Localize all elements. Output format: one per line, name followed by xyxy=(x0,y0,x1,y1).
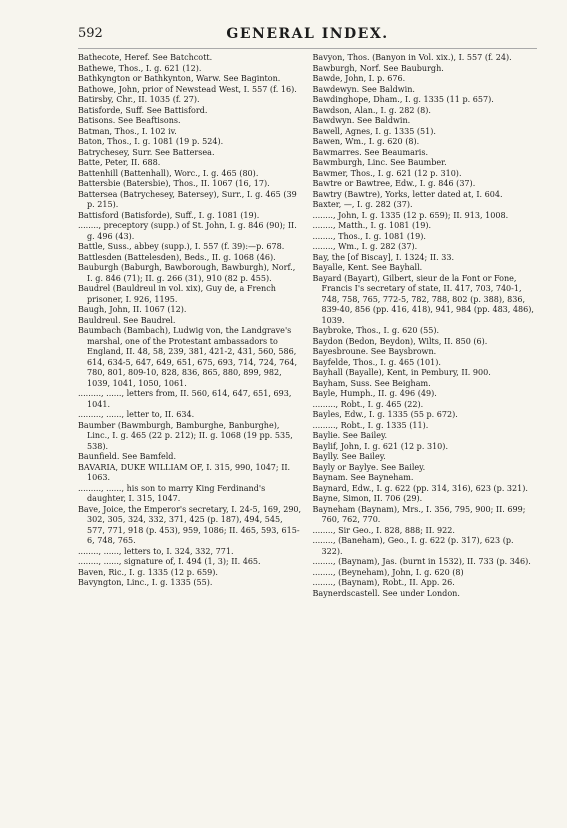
index-entry: Bauldreul. See Baudrel. xyxy=(78,315,176,325)
index-entry: Baugh, John, II. 1067 (12). xyxy=(78,305,187,314)
index-entry: Baylly. See Bailey. xyxy=(312,452,386,461)
index-entry: Bathkyngton or Bathkynton, Warw. See Baginton. xyxy=(78,74,281,83)
index-entry: Battle, Suss., abbey (supp.), I. 557 (f. 39):—p. 678. xyxy=(78,242,285,251)
page-header xyxy=(78,26,537,49)
index-entry: Batirsby, Chr., II. 1035 (f. 27). xyxy=(78,95,200,104)
index-entry: Bayard (Bayart), Gilbert, sieur de la Font or Fone, Francis I's secretary of state, II. 417, 703, 740-1, 748, 758, 765, 772-5, 782, 788, 802 (p. 388), 836, 839-40, 856 (pp. 416, 418), 941, 984 (pp. 483, 486), 1039. xyxy=(312,273,534,325)
index-entry: Bathecote, Heref. See Batchcott. xyxy=(78,53,213,62)
index-entry: Bayesbroune. See Baysbrown. xyxy=(312,347,437,356)
index-entry: Bayham, Suss. See Beigham. xyxy=(312,378,431,388)
index-entry: ........, ......, letters to, I. 324, 332, 771. xyxy=(78,546,234,556)
index-entry: Bay, the [of Biscay], I. 1324; II. 33. xyxy=(312,252,455,262)
index-entry: Batrychesey, Surr. See Battersea. xyxy=(78,147,215,157)
index-entry: ........, John, I. g. 1335 (12 p. 659); II. 913, 1008. xyxy=(312,210,509,220)
index-entry: Bawburgh, Norf. See Bauburgh. xyxy=(312,63,444,73)
index-entry: Baylif, John, I. g. 621 (12 p. 310). xyxy=(312,441,449,451)
index-entry: ........, Sir Geo., I. 828, 888; II. 922. xyxy=(312,525,455,535)
index-entry: Bawdewyn. See Baldwin. xyxy=(312,84,415,94)
index-entry: Batte, Peter, II. 688. xyxy=(78,158,161,167)
index-entry: Baynard, Edw., I. g. 622 (pp. 314, 316), 623 (p. 321). xyxy=(312,483,528,493)
running-title: GENERAL INDEX. xyxy=(226,26,389,42)
index-entry: BAVARIA, DUKE WILLIAM OF, I. 315, 990, 1047; II. 1063. xyxy=(78,462,291,482)
index-entry: Bayneham (Baynam), Mrs., I. 356, 795, 900; II. 699; 760, 762, 770. xyxy=(312,504,526,524)
index-entry: Bavyon, Thos. (Banyon in Vol. xix.), I. 557 (f. 24). xyxy=(312,53,512,62)
index-entry: Batman, Thos., I. 102 iv. xyxy=(78,126,177,136)
index-entry: ........., ......, letter to, II. 634. xyxy=(78,410,195,419)
index-entry: Bayly or Baylye. See Bailey. xyxy=(312,462,426,472)
index-entry: Bavyngton, Linc., I. g. 1335 (55). xyxy=(78,578,213,587)
index-entry: Bawdson, Alan., I. g. 282 (8). xyxy=(312,105,431,115)
index-entry: ........., ......, his son to marry King Ferdinand's daughter, I. 315, 1047. xyxy=(78,483,266,503)
index-entry: ........, preceptory (supp.) of St. John, I. g. 846 (90); II. g. 496 (43). xyxy=(78,221,297,241)
index-entry: Battersea (Batrychesey, Batersey), Surr., I. g. 465 (39 p. 215). xyxy=(78,189,297,209)
page-number: 592 xyxy=(78,26,103,41)
index-entry: Baxter, —, I. g. 282 (37). xyxy=(312,200,413,209)
index-entry: Battlesden (Battelesden), Beds., II. g. 1068 (46). xyxy=(78,252,276,262)
index-entry: ........, (Baynam), Jas. (burnt in 1532), II. 733 (p. 346). xyxy=(312,557,531,566)
index-entry: Bawmarres. See Beaumaris. xyxy=(312,147,429,157)
index-entry: Baydon (Bedon, Beydon), Wilts, II. 850 (6). xyxy=(312,336,488,346)
index-entry: ........, Thos., I. g. 1081 (19). xyxy=(312,231,426,241)
index-column-right xyxy=(313,53,538,599)
index-entry: Baumbach (Bambach), Ludwig von, the Landgrave's marshal, one of the Protestant ambassadors to England, II. 48, 58, 239, 381, 421-2, 431, 560, 586, 614, 634-5, 647, 649, 651, 675, 693, 714, 724, 764, 780, 801, 809-10, 828, 836, 865, 880, 899, 982, 1039, 1041, 1050, 1061. xyxy=(78,326,298,388)
index-column-left xyxy=(78,53,303,599)
index-entry: Bayle, Humph., II. g. 496 (49). xyxy=(312,389,437,398)
index-entry: Baybroke, Thos., I. g. 620 (55). xyxy=(312,326,440,335)
index-entry: Battisford (Batisforde), Suff., I. g. 1081 (19). xyxy=(78,210,260,220)
index-entry: Bathowe, John, prior of Newstead West, I. 557 (f. 16). xyxy=(78,84,297,94)
index-entry: Battersbie (Batersbie), Thos., II. 1067 (16, 17). xyxy=(78,179,270,188)
index-entry: Bayhall (Bayalle), Kent, in Pembury, II. 900. xyxy=(312,368,491,377)
index-entry: ........, ......, signature of, I. 494 (1, 3); II. 465. xyxy=(78,557,261,566)
index-entry: Baynam. See Bayneham. xyxy=(312,473,414,482)
index-entry: Baven, Ric., I. g. 1335 (12 p. 659). xyxy=(78,567,218,577)
index-entry: Bauburgh (Baburgh, Bawborough, Bawburgh), Norf., I. g. 846 (71); II. g. 266 (31), 910 (82 p. 455). xyxy=(78,263,296,283)
index-entry: Batisons. See Beaftisons. xyxy=(78,116,181,125)
index-entry: Bawen, Wm., I. g. 620 (8). xyxy=(312,137,420,146)
index-entry: ........., Robt., I. g. 465 (22). xyxy=(312,399,424,409)
index-entry: Bawell, Agnes, I. g. 1335 (51). xyxy=(312,126,436,136)
index-columns xyxy=(78,53,537,599)
index-entry: ........, (Baynam), Robt., II. App. 26. xyxy=(312,578,455,587)
index-entry: Bawdinghope, Dham., I. g. 1335 (11 p. 657). xyxy=(312,95,494,104)
index-entry: Bayne, Simon, II. 706 (29). xyxy=(312,494,423,503)
index-entry: Bathewe, Thos., I. g. 621 (12). xyxy=(78,63,202,73)
index-entry: Bayalle, Kent. See Bayhall. xyxy=(312,263,423,272)
index-entry: Batisforde, Suff. See Battisford. xyxy=(78,105,208,115)
index-entry: Baylie. See Bailey. xyxy=(312,431,388,440)
index-entry: Bawmer, Thos., I. g. 621 (12 p. 310). xyxy=(312,168,462,178)
index-entry: Bawtre or Bawtree, Edw., I. g. 846 (37). xyxy=(312,179,476,188)
index-entry: ........, Matth., I. g. 1081 (19). xyxy=(312,221,432,230)
index-entry: ........, Wm., I. g. 282 (37). xyxy=(312,242,418,251)
index-entry: Baynerdscastell. See under London. xyxy=(312,588,460,598)
index-entry: ........, (Beyneham), John, I. g. 620 (8) xyxy=(312,567,464,577)
index-entry: Baunfield. See Bamfeld. xyxy=(78,452,177,461)
index-entry: Baton, Thos., I. g. 1081 (19 p. 524). xyxy=(78,137,224,146)
index-entry: Bawde, John, I. p. 676. xyxy=(312,74,406,83)
index-entry: ........., ......, letters from, II. 560, 614, 647, 651, 693, 1041. xyxy=(78,389,292,409)
index-entry: Bayfelde, Thos., I. g. 465 (101). xyxy=(312,357,441,367)
index-entry: Battenhill (Battenhall), Worc., I. g. 465 (80). xyxy=(78,168,259,178)
index-entry: Bayles, Edw., I. g. 1335 (55 p. 672). xyxy=(312,410,458,419)
index-entry: ........, (Baneham), Geo., I. g. 622 (p. 317), 623 (p. 322). xyxy=(312,536,514,556)
index-entry: Bawdwyn. See Baldwin. xyxy=(312,116,411,125)
index-entry: Bawmburgh, Linc. See Baumber. xyxy=(312,158,447,167)
index-entry: Bave, Joice, the Emperor's secretary, I. 24-5, 169, 290, 302, 305, 324, 332, 371, 425 (p. 187), 494, 545, 577, 771, 918 (p. 453), 959, 1086; II. 465, 593, 615-6, 748, 765. xyxy=(78,504,302,545)
index-entry: Baudrel (Bauldreul in vol. xix), Guy de, a French prisoner, I. 926, 1195. xyxy=(78,284,276,304)
index-entry: ........., Robt., I. g. 1335 (11). xyxy=(312,420,429,430)
index-entry: Baumber (Bawmburgh, Bamburghe, Banburghe), Linc., I. g. 465 (22 p. 212); II. g. 1068 (19 pp. 535, 538). xyxy=(78,420,293,451)
index-entry: Bawtry (Bawtre), Yorks, letter dated at, I. 604. xyxy=(312,189,503,199)
